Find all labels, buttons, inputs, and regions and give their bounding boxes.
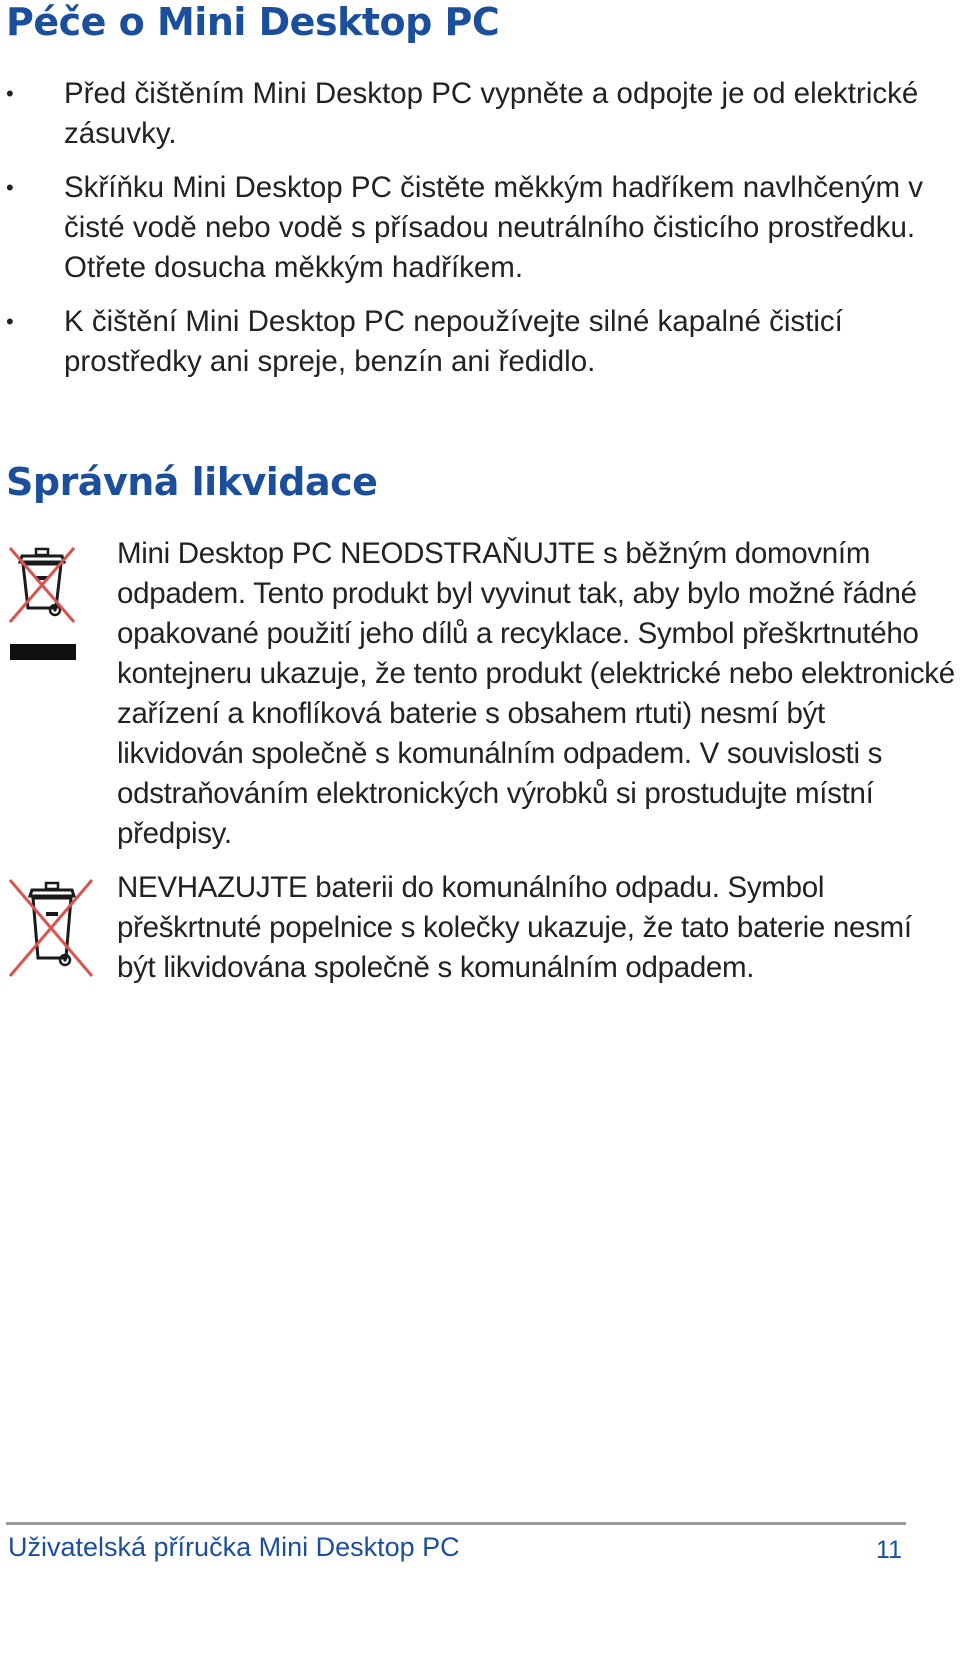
bullet-text: Skříňku Mini Desktop PC čistěte měkkým hadříkem navlhčeným v čisté vodě nebo vodě s přísadou neutrálního čisticího prostředku. Otřete dosucha měkkým hadříkem. xyxy=(64,171,924,284)
crossed-out-wheelie-bin-icon xyxy=(6,538,82,660)
care-heading: Péče o Mini Desktop PC xyxy=(6,0,500,44)
footer-divider xyxy=(6,1522,906,1525)
crossed-out-wheelie-bin-icon xyxy=(6,872,96,982)
bullet-icon: • xyxy=(6,309,14,334)
footer-title: Uživatelská příručka Mini Desktop PC xyxy=(8,1532,460,1562)
weee-disposal-text: Mini Desktop PC NEODSTRAŇUJTE s běžným domovním odpadem. Tento produkt byl vyvinut tak, aby bylo možné řádné opakované použití jeho dílů a recyklace. Symbol přeškrtnutého kontejneru ukazuje, že tento produkt (elektrické nebo elektronické zařízení a knoflíková baterie s obsahem rtuti) nesmí být likvidován společně s komunálním odpadem. V souvislosti s odstraňováním elektronických výrobků si prostudujte místní předpisy. xyxy=(117,537,955,850)
list-item xyxy=(0,302,955,382)
battery-disposal-text: NEVHAZUJTE baterii do komunálního odpadu. Symbol přeškrtnuté popelnice s kolečky ukazuje, že tato baterie nesmí být likvidována společně s komunálním odpadem. xyxy=(117,871,912,984)
bullet-icon: • xyxy=(6,81,14,106)
page-number: 11 xyxy=(876,1536,902,1564)
list-item xyxy=(0,168,955,288)
bullet-icon: • xyxy=(6,175,14,200)
disposal-heading: Správná likvidace xyxy=(6,460,378,504)
bullet-text: K čištění Mini Desktop PC nepoužívejte silné kapalné čisticí prostředky ani spreje, benzín ani ředidlo. xyxy=(64,305,843,378)
list-item xyxy=(0,74,955,154)
bullet-text: Před čištěním Mini Desktop PC vypněte a odpojte je od elektrické zásuvky. xyxy=(64,77,919,150)
care-bullet-list xyxy=(0,74,955,396)
